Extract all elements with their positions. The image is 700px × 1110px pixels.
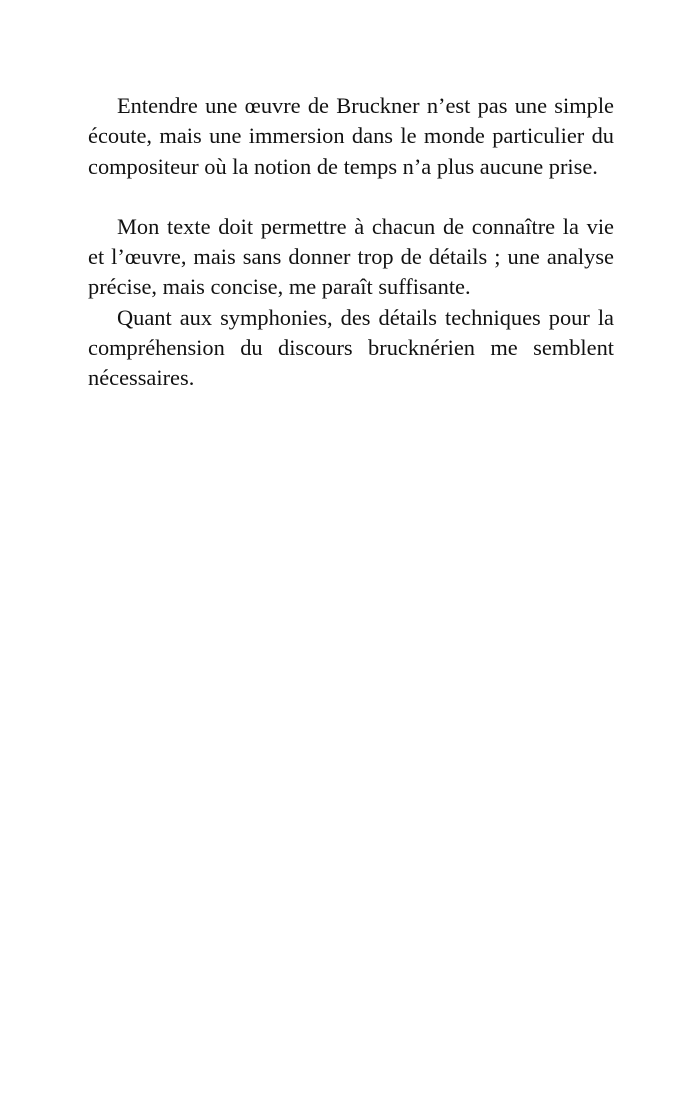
paragraph-2: Mon texte doit permettre à chacun de connaître la vie et l’œuvre, mais sans donner trop de détails ; une analyse précise, mais concise, me paraît suffisante.: [88, 213, 614, 300]
paragraph-1: Entendre une œuvre de Bruckner n’est pas une simple écoute, mais une immersion dans le monde particulier du compositeur où la notion de temps n’a plus aucune prise.: [88, 93, 614, 179]
body-text: [88, 91, 614, 394]
paragraph-3: Quant aux symphonies, des détails techniques pour la compréhension du discours brucknérien me semblent nécessaires.: [88, 304, 614, 391]
